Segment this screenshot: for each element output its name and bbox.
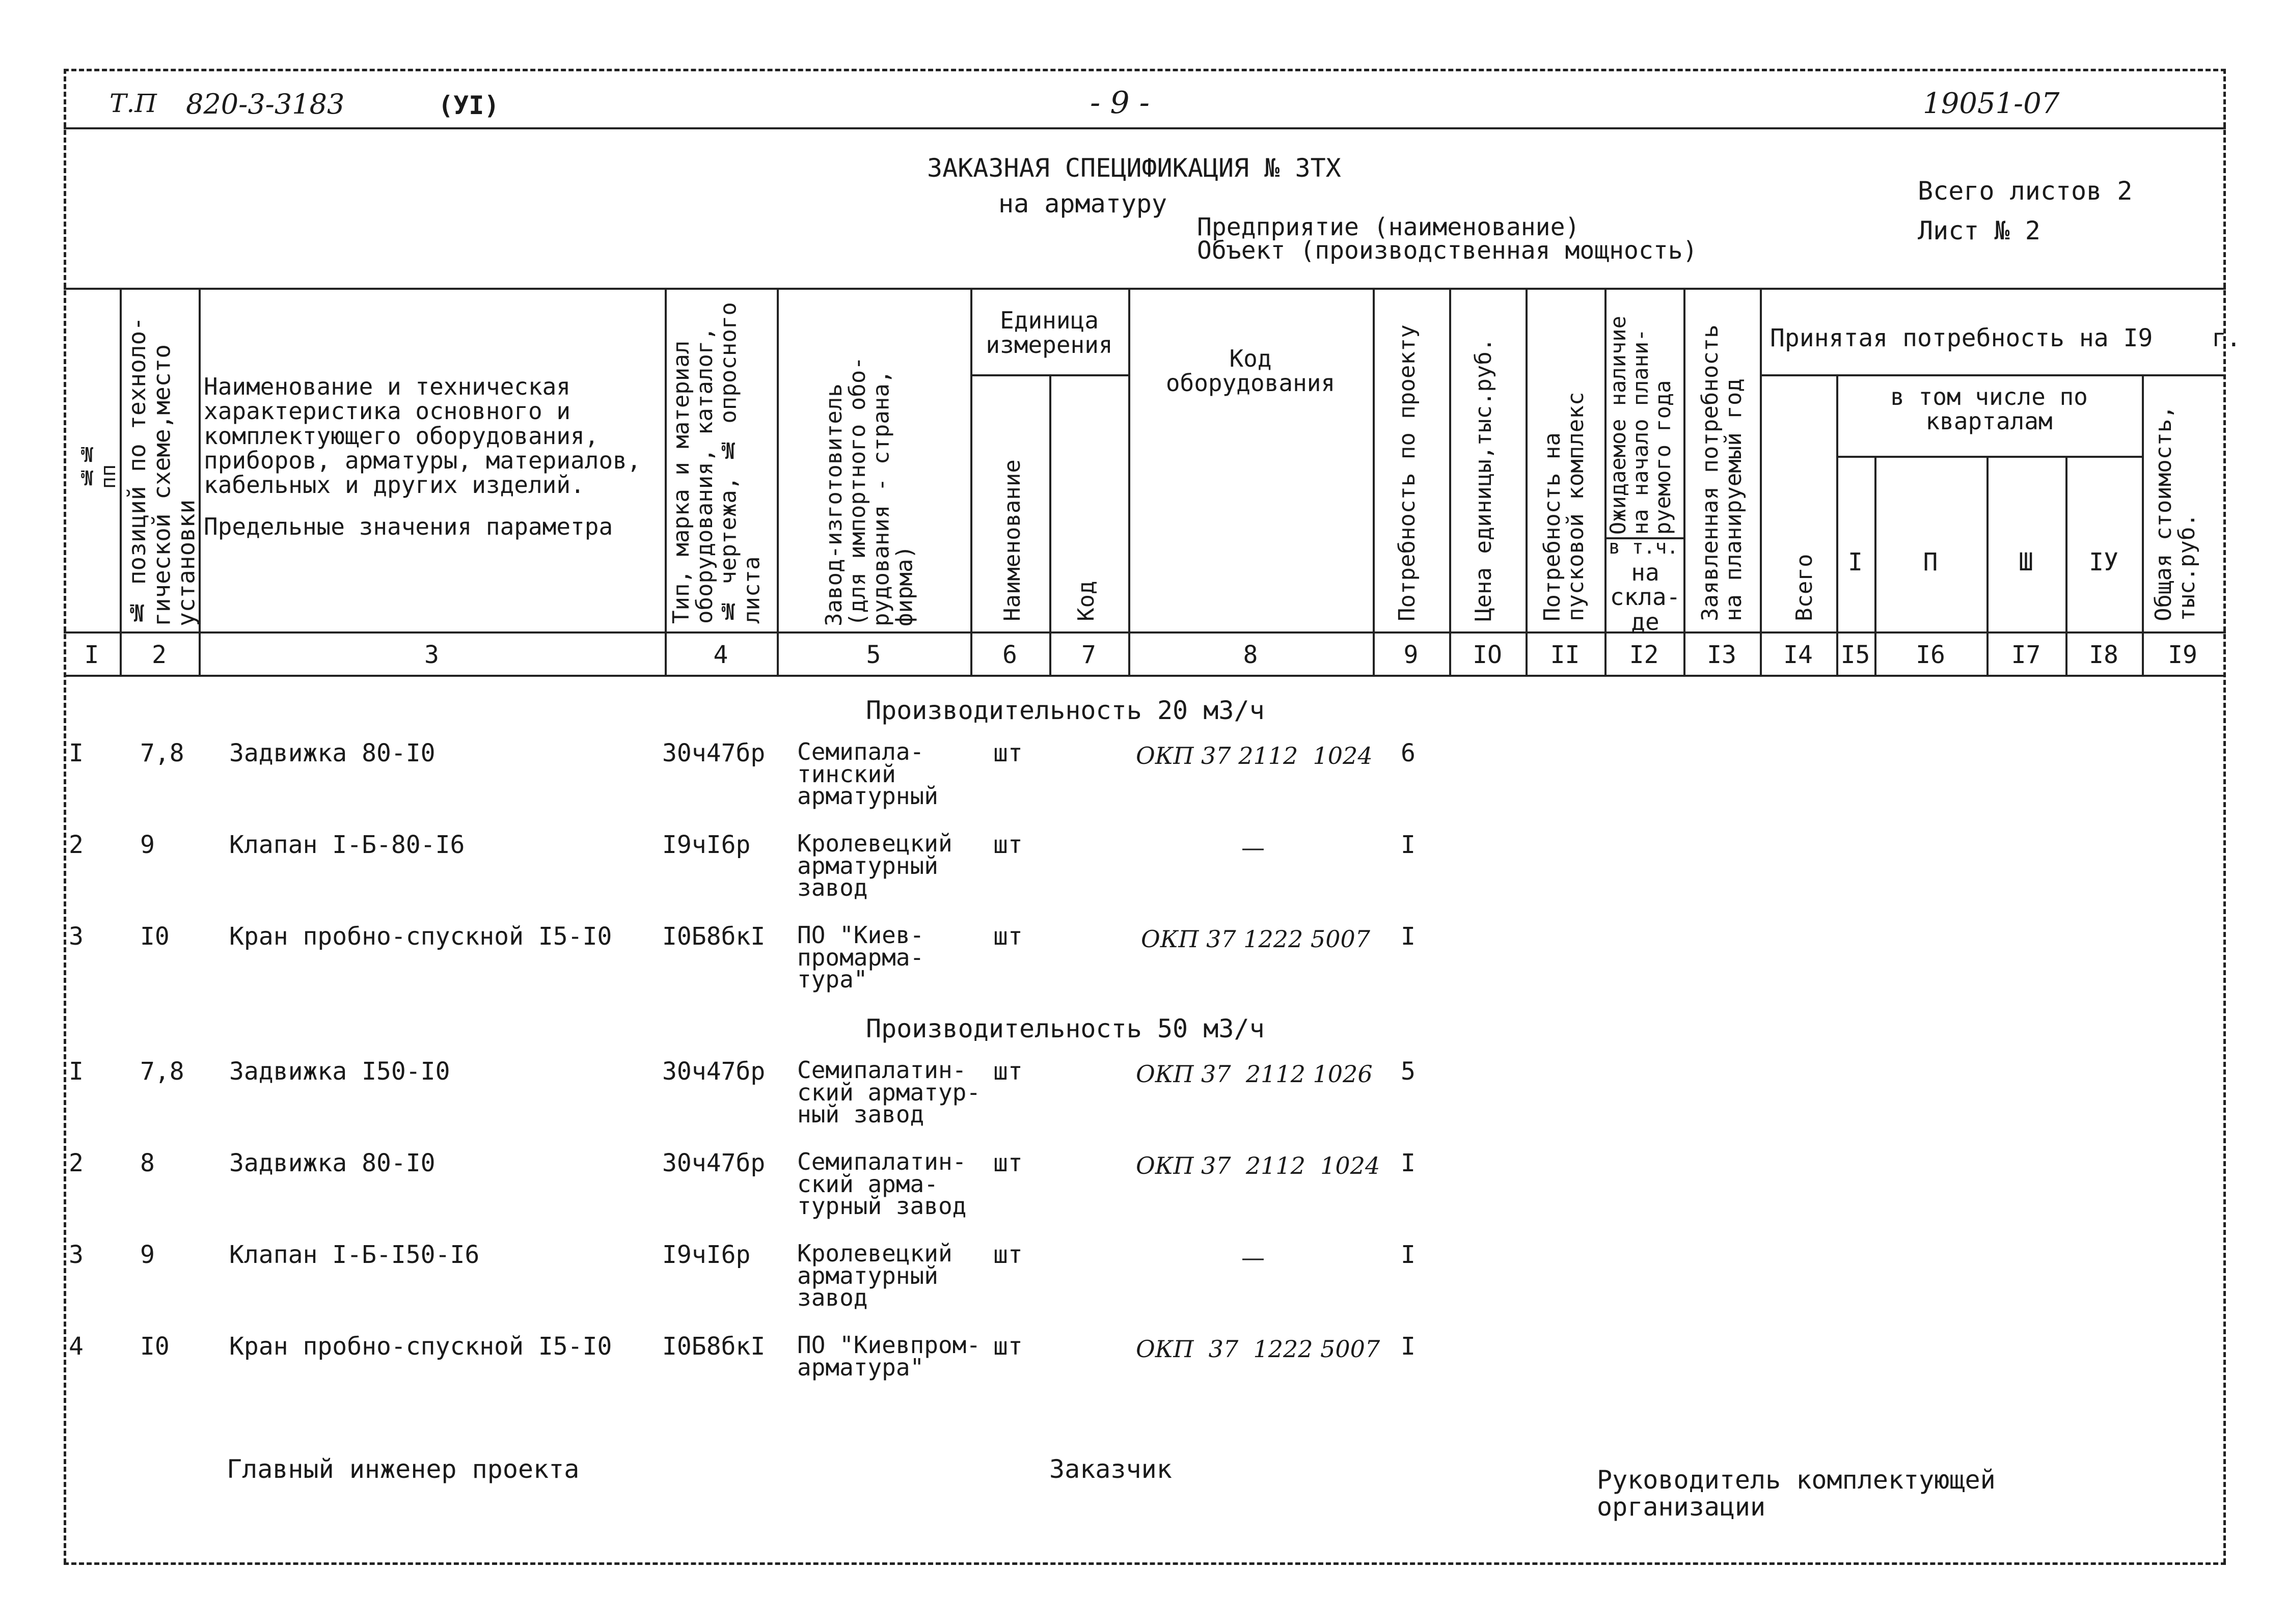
signature-chief-engineer: Главный инженер проекта [227, 1454, 580, 1484]
header-col1: №№ пп [75, 442, 120, 489]
colnum-bottom-line [64, 675, 2226, 677]
header-col9: Потребность по проекту [1394, 324, 1420, 621]
row-type: I0Б8бкI [662, 1332, 766, 1361]
frame-top-line [64, 69, 2226, 71]
header-col11: Потребность на пусковой комплекс [1539, 392, 1589, 621]
row-unit: шт [993, 739, 1023, 767]
header-quarters: в том числе по кварталам [1890, 383, 2088, 435]
album-number: (УI) [438, 91, 500, 120]
column-number-4: 4 [713, 641, 728, 669]
header-col7: Код [1073, 581, 1099, 621]
row-unit: шт [993, 1332, 1023, 1361]
header-col12-warehouse: на скла- де [1610, 559, 1681, 636]
row-type: 30ч47бр [662, 1149, 766, 1177]
header-col18: IУ [2089, 548, 2118, 576]
row-manufacturer: Семипала- тинский арматурный [797, 738, 938, 810]
total-sheets: Всего листов 2 [1918, 176, 2133, 206]
col-line-6 [1049, 374, 1051, 675]
column-number-11: II [1550, 641, 1580, 669]
row-position: 9 [140, 831, 155, 859]
page-number: - 9 - [1090, 85, 1150, 121]
col-line-9 [1449, 288, 1451, 675]
accepted-group-line [1760, 374, 2226, 376]
tp-label: Т.П [110, 89, 157, 118]
row-equipment-code: ОКП 37 1222 5007 [1136, 1335, 1380, 1363]
row-name: Задвижка 80-I0 [229, 739, 436, 767]
row-name: Кран пробно-спускной I5-I0 [229, 1332, 612, 1361]
row-manufacturer: Кролевецкий арматурный завод [797, 1240, 953, 1312]
row-number: 4 [69, 1332, 84, 1361]
row-manufacturer: ПО "Киевпром- арматура" [797, 1331, 981, 1381]
row-number: I [69, 1057, 84, 1086]
header-col12-incl: в т.ч. [1609, 536, 1679, 558]
column-number-18: I8 [2089, 641, 2118, 669]
header-col15: I [1848, 548, 1863, 576]
row-unit: шт [993, 1057, 1023, 1086]
col-line-7 [1128, 288, 1130, 675]
row-quantity: I [1401, 1332, 1416, 1361]
title-block-separator [64, 288, 2226, 290]
column-number-2: 2 [152, 641, 167, 669]
row-number: I [69, 739, 84, 767]
column-number-12: I2 [1629, 641, 1659, 669]
row-type: 30ч47бр [662, 739, 766, 767]
row-equipment-code: — [1241, 1244, 1265, 1271]
row-number: 2 [69, 1149, 84, 1177]
header-col2: № позиций по техноло- гической схеме,место установки [123, 317, 200, 626]
sheet-number: Лист № 2 [1918, 216, 2040, 245]
column-number-16: I6 [1916, 641, 1945, 669]
frame-left-line [64, 69, 66, 1563]
column-number-6: 6 [1002, 641, 1017, 669]
row-equipment-code: ОКП 37 1222 5007 [1141, 925, 1370, 953]
row-position: 7,8 [140, 1057, 184, 1086]
header-col3-limits: Предельные значения параметра [204, 513, 613, 540]
row-name: Клапан I-Б-I50-I6 [229, 1241, 480, 1269]
column-number-3: 3 [424, 641, 439, 669]
col-line-4 [777, 288, 779, 675]
row-quantity: I [1401, 1241, 1416, 1269]
header-col14: Всего [1791, 554, 1817, 621]
header-col6: Наименование [999, 459, 1025, 621]
spec-subtitle: на арматуру [998, 189, 1167, 218]
row-type: I0Б8бкI [662, 922, 766, 951]
row-unit: шт [993, 1149, 1023, 1177]
column-number-19: I9 [2168, 641, 2197, 669]
header-col10: Цена единицы,тыс.руб. [1471, 338, 1496, 621]
column-number-17: I7 [2011, 641, 2041, 669]
column-number-5: 5 [866, 641, 881, 669]
enterprise-label: Предприятие (наименование) [1197, 213, 1580, 241]
header-col12-expected: Ожидаемое наличие на начало плани- руемого года [1605, 316, 1676, 535]
header-col8: Код оборудования [1165, 345, 1336, 397]
object-label: Объект (производственная мощность) [1197, 236, 1698, 265]
row-equipment-code: — [1241, 834, 1265, 861]
header-accepted: Принятая потребность на I9 г. [1770, 324, 2241, 352]
row-number: 3 [69, 1241, 84, 1269]
row-manufacturer: Семипалатин- ский арматур- ный завод [797, 1056, 981, 1128]
top-line-separator [64, 127, 2226, 129]
column-number-10: IO [1473, 641, 1502, 669]
row-unit: шт [993, 1241, 1023, 1269]
column-number-1: I [84, 641, 99, 669]
header-col5: Завод-изготовитель (для импортного обо- рудования - страна, фирма) [821, 356, 918, 626]
document-number: 19051-07 [1923, 87, 2060, 120]
header-col4: Тип, марка и материал оборудования, каталог, № чертежа, № опросного листа [668, 302, 765, 624]
column-number-14: I4 [1783, 641, 1813, 669]
col-line-10 [1526, 288, 1528, 675]
column-number-13: I3 [1707, 641, 1736, 669]
header-col16: П [1923, 548, 1938, 576]
frame-right-line [2223, 69, 2226, 1563]
column-number-7: 7 [1081, 641, 1096, 669]
row-name: Кран пробно-спускной I5-I0 [229, 922, 612, 951]
row-manufacturer: Семипалатин- ский арма- турный завод [797, 1148, 967, 1220]
col-line-13 [1760, 288, 1762, 675]
row-type: I9чI6р [662, 831, 751, 859]
row-unit: шт [993, 922, 1023, 951]
row-equipment-code: ОКП 37 2112 1024 [1136, 742, 1373, 769]
row-number: 2 [69, 831, 84, 859]
row-position: I0 [140, 922, 170, 951]
project-number: 820-3-3183 [186, 88, 345, 120]
signature-supplier: Руководитель комплектующей организации [1597, 1465, 1996, 1522]
row-position: 8 [140, 1149, 155, 1177]
col-line-8 [1373, 288, 1375, 675]
row-manufacturer: Кролевецкий арматурный завод [797, 830, 953, 902]
section-title: Производительность 20 м3/ч [866, 696, 1265, 725]
header-col13: Заявленная потребность на планируемый год [1697, 324, 1747, 621]
frame-bottom-line [64, 1562, 2226, 1565]
row-position: 9 [140, 1241, 155, 1269]
signature-customer: Заказчик [1049, 1454, 1172, 1484]
row-type: 30ч47бр [662, 1057, 766, 1086]
row-type: I9чI6р [662, 1241, 751, 1269]
row-quantity: I [1401, 831, 1416, 859]
unit-group-line [970, 374, 1128, 376]
row-quantity: I [1401, 922, 1416, 951]
column-number-9: 9 [1403, 641, 1419, 669]
col-line-12 [1683, 288, 1685, 675]
col-line-18 [2142, 374, 2144, 675]
spec-title: ЗАКАЗНАЯ СПЕЦИФИКАЦИЯ № 3ТХ [927, 153, 1341, 183]
header-unit-group: Единица измерения [986, 307, 1113, 359]
row-position: 7,8 [140, 739, 184, 767]
header-col19: Общая стоимость, тыс.руб. [2151, 405, 2200, 621]
section-title: Производительность 50 м3/ч [866, 1014, 1265, 1043]
row-name: Задвижка 80-I0 [229, 1149, 436, 1177]
header-bottom-line [64, 631, 2226, 634]
row-equipment-code: ОКП 37 2112 1024 [1136, 1152, 1380, 1179]
col-line-3 [665, 288, 667, 675]
row-name: Задвижка I50-I0 [229, 1057, 450, 1086]
column-number-8: 8 [1243, 641, 1258, 669]
row-unit: шт [993, 831, 1023, 859]
quarters-group-line [1836, 456, 2142, 458]
header-col3-description: Наименование и техническая характеристика основного и комплектующего оборудования, приборов, арматуры, материалов, кабельных и других изделий. [204, 373, 641, 499]
column-number-15: I5 [1840, 641, 1870, 669]
row-equipment-code: ОКП 37 2112 1026 [1136, 1060, 1373, 1088]
row-name: Клапан I-Б-80-I6 [229, 831, 465, 859]
row-position: I0 [140, 1332, 170, 1361]
row-quantity: 5 [1401, 1057, 1416, 1086]
row-quantity: I [1401, 1149, 1416, 1177]
row-number: 3 [69, 922, 84, 951]
row-manufacturer: ПО "Киев- промарма- тура" [797, 921, 924, 994]
row-quantity: 6 [1401, 739, 1416, 767]
header-col17: Ш [2019, 548, 2033, 576]
